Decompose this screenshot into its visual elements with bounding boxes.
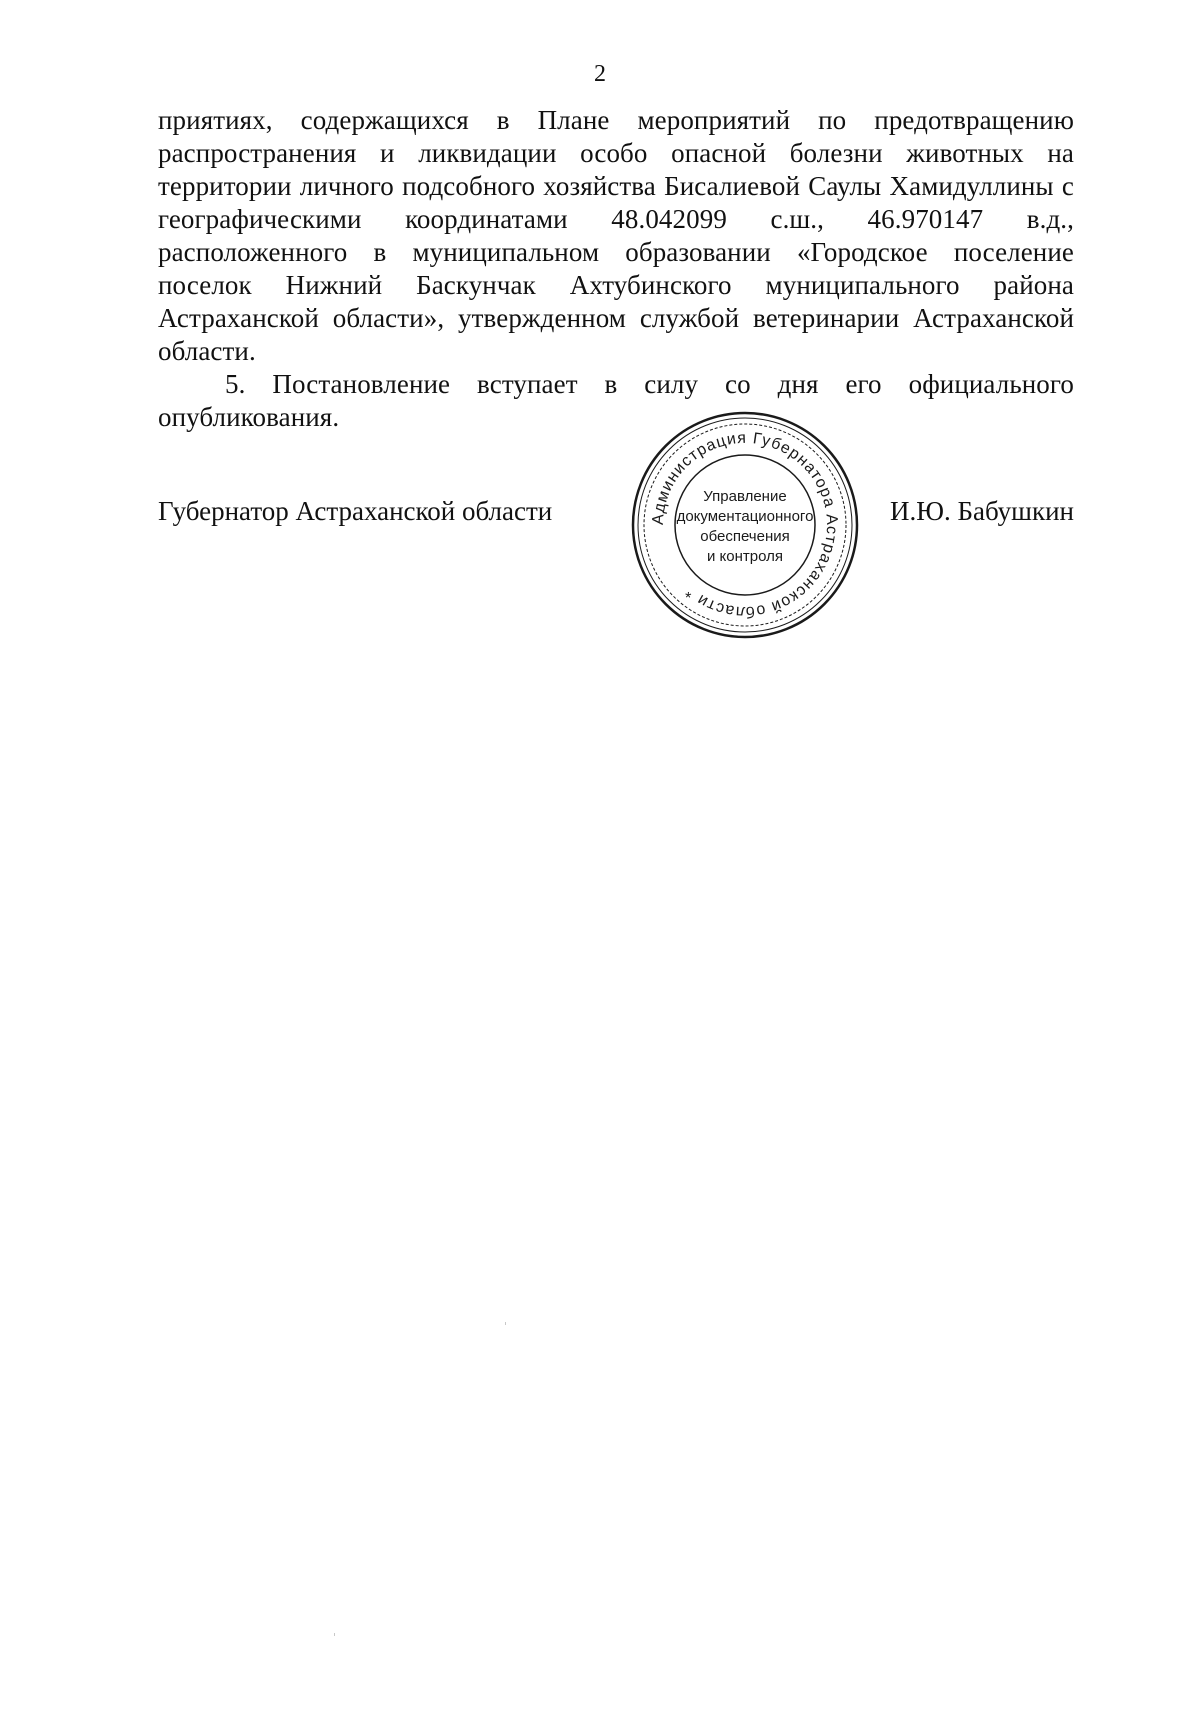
seal-center-line-4: и контроля [706,548,784,565]
seal-center-line-3: обеспечения [700,528,790,545]
signatory-title: Губернатор Астраханской области [158,496,553,526]
signature-block [158,495,1074,535]
official-seal-icon [628,408,862,642]
document-body [158,104,1074,434]
seal-outer-ring-thin [638,418,852,632]
seal-center-line-1: Управление [703,488,787,505]
paragraph-item-5: 5. Постановление вступает в силу со дня его официального опубликования. [158,369,1074,432]
seal-center-line-2: документационного [676,508,814,525]
seal-graphic [628,408,862,642]
scan-artifact [505,1322,506,1325]
seal-inner-ring [675,455,815,595]
paragraph-continuation: приятиях, содержащихся в Плане мероприятий по предотвращению распространения и ликвидации особо опасной болезни животных на территории личного подсобного хозяйства Бисалиевой Саулы Хамидуллины с географическими координатами 48.042099 с.ш., 46.970147 в.д., расположенного в муниципальном образовании «Городское поселение поселок Нижний Баскунчак Ахтубинского муниципального района Астраханской области», утвержденном службой ветеринарии Астраханской области. [158,105,1074,366]
seal-ring-text: Администрация Губернатора Астраханской области * [649,429,841,621]
scan-artifact [334,1633,335,1636]
page-number: 2 [594,61,606,87]
signatory-name: И.Ю. Бабушкин [889,496,1074,526]
